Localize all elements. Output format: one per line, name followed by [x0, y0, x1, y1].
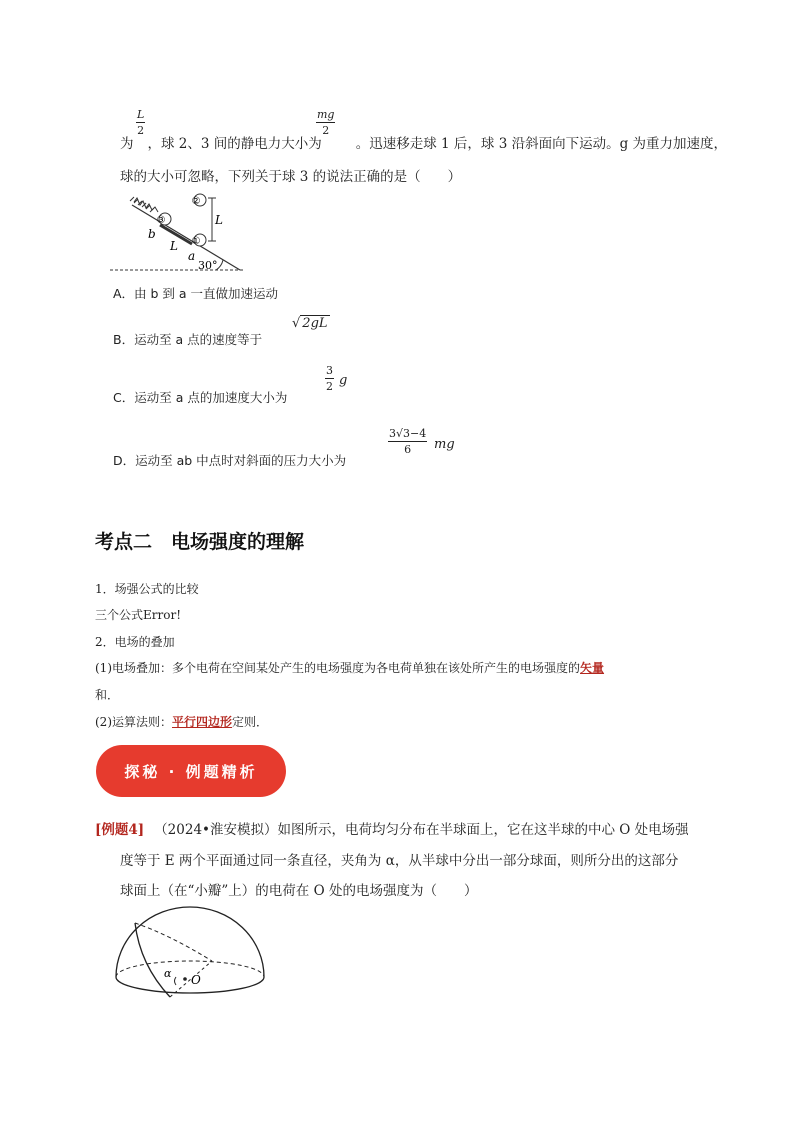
problem-line-1 — [120, 132, 727, 152]
slice-edge-front — [135, 923, 170, 997]
ball-2-label: ② — [191, 196, 201, 207]
item-2-1-cont: 和． — [95, 688, 120, 702]
option-c-suffix: g — [339, 373, 348, 388]
angle-label: 30° — [198, 259, 218, 272]
problem-line-1-prefix: 为 — [120, 136, 134, 152]
fraction-bar — [388, 441, 427, 442]
fraction-denominator: 2 — [137, 124, 145, 137]
option-b: B．运动至 a 点的速度等于 — [113, 332, 263, 347]
section-title: 考点二 电场强度的理解 — [95, 531, 305, 553]
fraction-bar — [136, 122, 145, 123]
option-d-suffix: mg — [434, 437, 455, 452]
side-L-label: L — [170, 239, 178, 253]
example-banner: 探秘 · 例题精析 — [96, 745, 286, 797]
ball-1-label: ① — [191, 236, 201, 247]
center-point — [183, 977, 187, 981]
sqrt-radicand: 2gL — [302, 316, 328, 331]
item-2: 2．电场的叠加 — [95, 635, 175, 649]
option-c: C．运动至 a 点的加速度大小为 — [113, 390, 288, 405]
problem-line-2: 球的大小可忽略，下列关于球 3 的说法正确的是（ ） — [120, 169, 462, 185]
fraction-numerator: 3√3−4 — [389, 427, 427, 440]
example-line-1 — [95, 818, 689, 838]
example-label: [例题4] — [95, 822, 145, 838]
slice-edge-back — [135, 923, 212, 961]
incline-figure — [110, 188, 250, 274]
center-label: O — [191, 973, 201, 987]
option-b-sqrt — [292, 316, 330, 331]
fraction-bar — [325, 378, 334, 379]
alpha-label: α — [164, 967, 172, 980]
option-d: D．运动至 ab 中点时对斜面的压力大小为 — [113, 453, 347, 468]
example-line-2: 度等于 E 两个平面通过同一条直径，夹角为 α，从半球中分出一部分球面，则所分出的这部分 — [120, 853, 679, 869]
vertical-L-label: L — [215, 213, 223, 227]
item-2-2 — [95, 713, 268, 730]
problem-line-1-mid: ，球 2、3 间的静电力大小为 — [147, 136, 322, 152]
example-text-1: （2024•淮安模拟）如图所示，电荷均匀分布在半球面上，它在这半球的中心 O 处电场强 — [154, 822, 689, 838]
option-c-fraction — [325, 364, 334, 393]
problem-line-1-suffix: 。迅速移走球 1 后，球 3 沿斜面向下运动。g 为重力加速度， — [355, 136, 728, 152]
fraction-mg-over-2 — [316, 108, 335, 137]
ball-3-label: ③ — [156, 215, 166, 226]
fraction-numerator: L — [137, 108, 145, 121]
hemisphere-figure — [110, 905, 270, 1000]
item-1: 1．场强公式的比较 — [95, 582, 199, 596]
item-2-2-keyword: 平行四边形 — [172, 715, 233, 729]
option-a: A．由 b 到 a 一直做加速运动 — [113, 286, 279, 301]
wall-hatching — [130, 197, 154, 212]
item-2-2-suffix: 定则． — [232, 715, 269, 729]
fraction-denominator: 2 — [326, 380, 333, 393]
fraction-denominator: 2 — [322, 124, 330, 137]
fraction-denominator: 6 — [404, 443, 412, 456]
item-2-1-keyword: 矢量 — [580, 661, 605, 675]
point-a-label: a — [188, 249, 196, 263]
item-2-1 — [95, 659, 604, 676]
base-back-arc — [116, 961, 264, 977]
spring — [134, 198, 158, 212]
item-1-sub — [95, 606, 181, 623]
item-1-sub-text: 三个公式Error! — [95, 608, 182, 622]
sqrt-symbol: √ — [292, 316, 301, 331]
fraction-numerator: mg — [317, 108, 335, 121]
point-b-label: b — [148, 227, 156, 241]
item-2-1-text: (1)电场叠加：多个电荷在空间某处产生的电场强度为各电荷单独在该处所产生的电场强度的 — [95, 661, 581, 675]
item-2-2-text: (2)运算法则： — [95, 715, 172, 729]
option-d-fraction — [388, 427, 427, 456]
fraction-bar — [316, 122, 335, 123]
fraction-numerator: 3 — [326, 364, 333, 377]
example-line-3: 球面上（在“小瓣”上）的电荷在 O 处的电场强度为（ ） — [120, 883, 478, 899]
angle-arc-alpha — [175, 977, 177, 985]
